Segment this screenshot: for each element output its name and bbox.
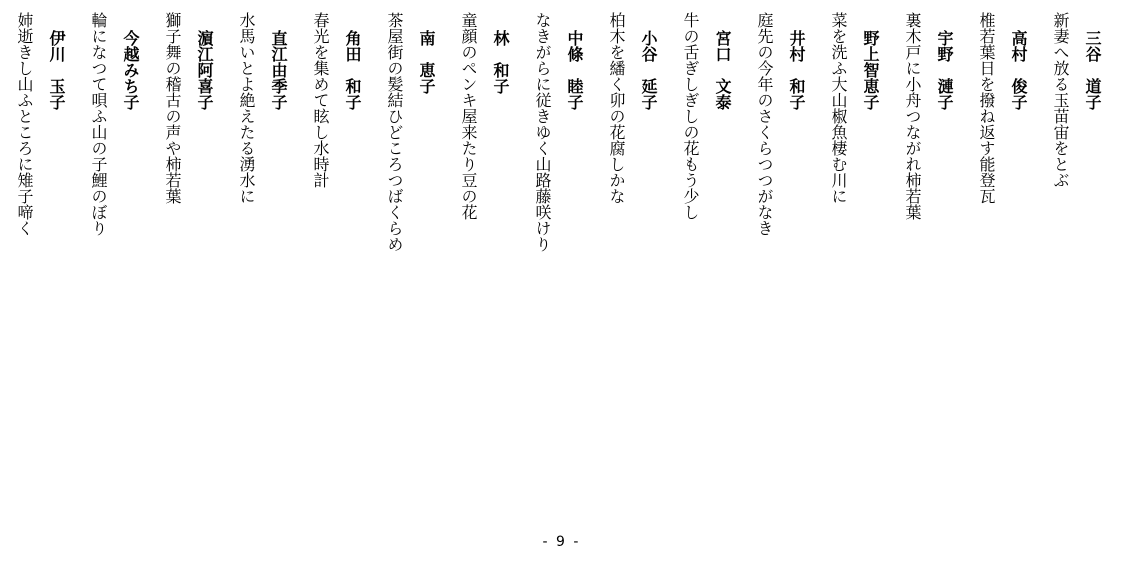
haiku-entry bbox=[3, 10, 67, 236]
author-name: 野上智恵子 bbox=[861, 30, 880, 110]
author-name: 直江由季子 bbox=[269, 30, 288, 110]
haiku-entry bbox=[447, 10, 511, 220]
author-name: 南 恵子 bbox=[417, 30, 436, 94]
haiku-text: 茶屋街の髪結ひどころつばくらめ bbox=[385, 12, 404, 252]
author-name: 宮口 文泰 bbox=[713, 30, 732, 110]
haiku-text: 椎若葉日を撥ね返す能登瓦 bbox=[977, 12, 996, 204]
author-name: 井村 和子 bbox=[787, 30, 806, 110]
haiku-text: 菜を洗ふ大山椒魚棲む川に bbox=[829, 12, 848, 204]
author-name: 小谷 延子 bbox=[639, 30, 658, 110]
haiku-entry bbox=[669, 10, 733, 220]
haiku-text: 水馬いとよ絶えたる湧水に bbox=[237, 12, 256, 204]
haiku-text: 輪になつて唄ふ山の子鯉のぼり bbox=[89, 12, 108, 236]
author-name: 濵江阿喜子 bbox=[195, 30, 214, 110]
haiku-text: 姉逝きし山ふところに雉子啼く bbox=[15, 12, 34, 236]
haiku-entry bbox=[299, 10, 363, 188]
haiku-entry bbox=[743, 10, 807, 236]
haiku-text: なきがらに従きゆく山路藤咲けり bbox=[533, 12, 552, 252]
author-name: 角田 和子 bbox=[343, 30, 362, 110]
author-name: 今越みち子 bbox=[121, 30, 140, 110]
page-number: - 9 - bbox=[542, 534, 581, 550]
haiku-text: 裏木戸に小舟つながれ柿若葉 bbox=[903, 12, 922, 220]
author-name: 伊川 玉子 bbox=[47, 30, 66, 110]
haiku-columns bbox=[0, 10, 1103, 310]
author-name: 林 和子 bbox=[491, 30, 510, 94]
haiku-text: 庭先の今年のさくらつつがなき bbox=[755, 12, 774, 236]
haiku-text: 新妻へ放る玉苗宙をとぶ bbox=[1051, 12, 1070, 188]
haiku-entry bbox=[151, 10, 215, 204]
author-name: 高村 俊子 bbox=[1009, 30, 1028, 110]
haiku-text: 童顔のペンキ屋来たり豆の花 bbox=[459, 12, 478, 220]
haiku-text: 春光を集めて眩し水時計 bbox=[311, 12, 330, 188]
haiku-text: 獅子舞の稽古の声や柿若葉 bbox=[163, 12, 182, 204]
author-name: 三谷 道子 bbox=[1083, 30, 1102, 110]
haiku-text: 牛の舌ぎしぎしの花もう少し bbox=[681, 12, 700, 220]
haiku-entry bbox=[225, 10, 289, 204]
haiku-entry bbox=[521, 10, 585, 252]
author-name: 宇野 漣子 bbox=[935, 30, 954, 110]
haiku-entry bbox=[965, 10, 1029, 204]
haiku-text: 柏木を繙く卯の花腐しかな bbox=[607, 12, 626, 204]
haiku-entry bbox=[817, 10, 881, 204]
haiku-entry bbox=[595, 10, 659, 204]
haiku-entry bbox=[373, 10, 437, 252]
haiku-entry bbox=[77, 10, 141, 236]
haiku-entry bbox=[1039, 10, 1103, 188]
author-name: 中條 睦子 bbox=[565, 30, 584, 110]
haiku-entry bbox=[891, 10, 955, 220]
